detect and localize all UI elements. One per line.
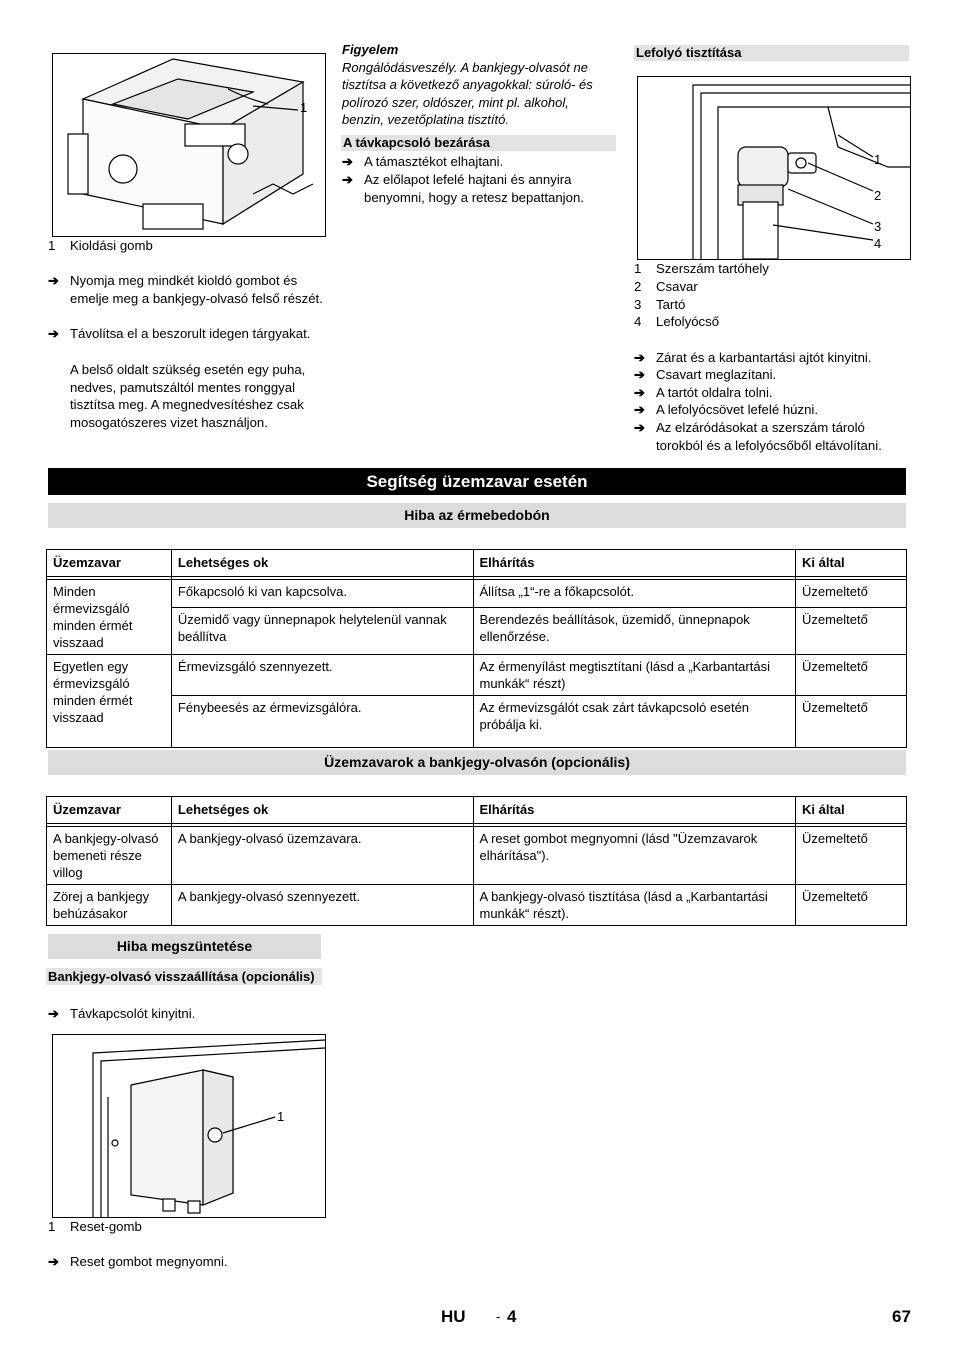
header-cause: Lehetséges ok [171,550,473,577]
cause-cell: Fénybeesés az érmevizsgálóra. [171,696,473,748]
footer-separator: - [496,1309,501,1324]
step-press-release-buttons: ➔ Nyomja meg mindkét kioldó gombot és emelje meg a bankjegy-olvasó felső részét. [48,273,323,306]
table-row [47,696,907,748]
step-open-remote: ➔ Távkapcsolót kinyitni. [48,1006,196,1021]
bill-fault-table [46,796,907,926]
cause-cell: Főkapcsoló ki van kapcsolva. [171,580,473,608]
fault-cell: A bankjegy-olvasó bemeneti része villog [47,827,172,885]
step-loosen-screw: ➔ Csavart meglazítani. [634,367,777,382]
cause-cell: A bankjegy-olvasó üzemzavara. [171,827,473,885]
figure-caption [48,1218,142,1236]
fault-cell: Minden érmevizsgáló minden érmét visszaad [47,580,172,655]
cause-cell: Érmevizsgáló szennyezett. [171,655,473,696]
figure-caption [48,237,153,255]
legend-item: 3 Tartó [634,297,686,312]
table-row [47,655,907,696]
footer-page-number: 67 [892,1307,911,1326]
remedy-cell: A bankjegy-olvasó tisztítása (lásd a „Karbantartási munkák“ részt). [473,885,796,926]
arrow-icon: ➔ [48,1254,59,1269]
callout-1: 1 [277,1109,285,1124]
header-remedy: Elhárítás [473,797,796,824]
caption-number: 1 [48,238,56,253]
notice-title: Figyelem [342,42,399,57]
header-fault: Üzemzavar [47,797,172,824]
cause-cell: Üzemidő vagy ünnepnapok helytelenül vannak beállítva [171,607,473,654]
cause-cell: A bankjegy-olvasó szennyezett. [171,885,473,926]
arrow-icon: ➔ [634,402,645,417]
remedy-cell: Berendezés beállítások, üzemidő, ünnepnapok ellenőrzése. [473,607,796,654]
header-cause: Lehetséges ok [171,797,473,824]
table-row [47,885,907,926]
cleaning-note: A belső oldalt szükség esetén egy puha, nedves, pamutszáltól mentes ronggyal tisztítsa meg. A megnedvesítéshez csak mosogatószeres vizet használjon. [70,362,306,430]
by-cell: Üzemeltető [796,580,907,608]
bill-reader-figure [52,53,326,237]
caption-number: 1 [48,1219,56,1234]
footer-section-page: 4 [507,1307,517,1326]
caption-label: Kioldási gomb [70,238,153,253]
legend-item: 1 Szerszám tartóhely [634,261,769,276]
step-fold-support: ➔ A támasztékot elhajtani. [342,154,504,169]
by-cell: Üzemeltető [796,885,907,926]
arrow-icon: ➔ [634,367,645,382]
section-heading-close-remote: A távkapcsoló bezárása [341,135,616,151]
header-remedy: Elhárítás [473,550,796,577]
main-section-title: Segítség üzemzavar esetén [48,468,906,495]
callout-1: 1 [300,100,308,115]
bill-section-title: Üzemzavarok a bankjegy-olvasón (opcionális) [48,750,906,775]
by-cell: Üzemeltető [796,655,907,696]
caption-label: Reset-gomb [70,1219,142,1234]
legend-item: 4 Lefolyócső [634,314,720,329]
legend-item: 2 Csavar [634,279,698,294]
arrow-icon: ➔ [634,350,645,365]
footer-language: HU [441,1307,466,1326]
callout-2: 2 [874,188,882,203]
step-pull-drain: ➔ A lefolyócsövet lefelé húzni. [634,402,819,417]
step-remove-objects: ➔ Távolítsa el a beszorult idegen tárgyakat. [48,326,311,341]
remedy-cell: Állítsa „1“-re a főkapcsolót. [473,580,796,608]
fault-cell: Zörej a bankjegy behúzásakor [47,885,172,926]
callout-1: 1 [874,152,882,167]
bill-reader-illustration [53,54,325,236]
section-heading-drain-cleaning: Lefolyó tisztítása [634,45,909,61]
by-cell: Üzemeltető [796,607,907,654]
reset-illustration [53,1035,325,1217]
by-cell: Üzemeltető [796,696,907,748]
header-by: Ki által [796,550,907,577]
table-row [47,827,907,885]
reset-button-figure [52,1034,326,1218]
step-fold-front-panel: ➔ Az előlapot lefelé hajtani és annyira benyomni, hogy a retesz bepattanjon. [342,172,584,205]
callout-4: 4 [874,236,882,251]
arrow-icon: ➔ [48,273,59,288]
arrow-icon: ➔ [342,172,353,187]
table-header-row [47,550,907,577]
arrow-icon: ➔ [634,420,645,435]
table-row [47,580,907,608]
remedy-cell: A reset gombot megnyomni (lásd "Üzemzavarok elhárítása"). [473,827,796,885]
fix-section-title: Hiba megszüntetése [48,934,321,959]
remedy-cell: Az érmenyílást megtisztítani (lásd a „Karbantartási munkák“ részt) [473,655,796,696]
callout-3: 3 [874,219,882,234]
arrow-icon: ➔ [48,326,59,341]
table-header-row [47,797,907,824]
arrow-icon: ➔ [342,154,353,169]
drain-figure [637,76,911,260]
step-remove-blockages: ➔ Az elzáródásokat a szerszám tároló torokból és a lefolyócsőből eltávolítani. [634,420,882,453]
remedy-cell: Az érmevizsgálót csak zárt távkapcsoló esetén próbálja ki. [473,696,796,748]
notice-text: Rongálódásveszély. A bankjegy-olvasót ne tisztítsa a következő anyagokkal: súroló- és polírozó szer, oldószer, mint pl. alkohol, benzin, vezetőplatina tisztító. [342,60,593,128]
by-cell: Üzemeltető [796,827,907,885]
step-slide-holder: ➔ A tartót oldalra tolni. [634,385,773,400]
header-by: Ki által [796,797,907,824]
header-fault: Üzemzavar [47,550,172,577]
step-open-lock: ➔ Zárat és a karbantartási ajtót kinyitni. [634,350,872,365]
step-press-reset: ➔ Reset gombot megnyomni. [48,1254,228,1269]
arrow-icon: ➔ [48,1006,59,1021]
fault-cell: Egyetlen egy érmevizsgáló minden érmét visszaad [47,655,172,748]
coin-fault-table [46,549,907,748]
table-row [47,607,907,654]
arrow-icon: ➔ [634,385,645,400]
coin-section-title: Hiba az érmebedobón [48,503,906,528]
drain-illustration [638,77,910,259]
fix-subtitle: Bankjegy-olvasó visszaállítása (opcionális) [46,968,322,985]
